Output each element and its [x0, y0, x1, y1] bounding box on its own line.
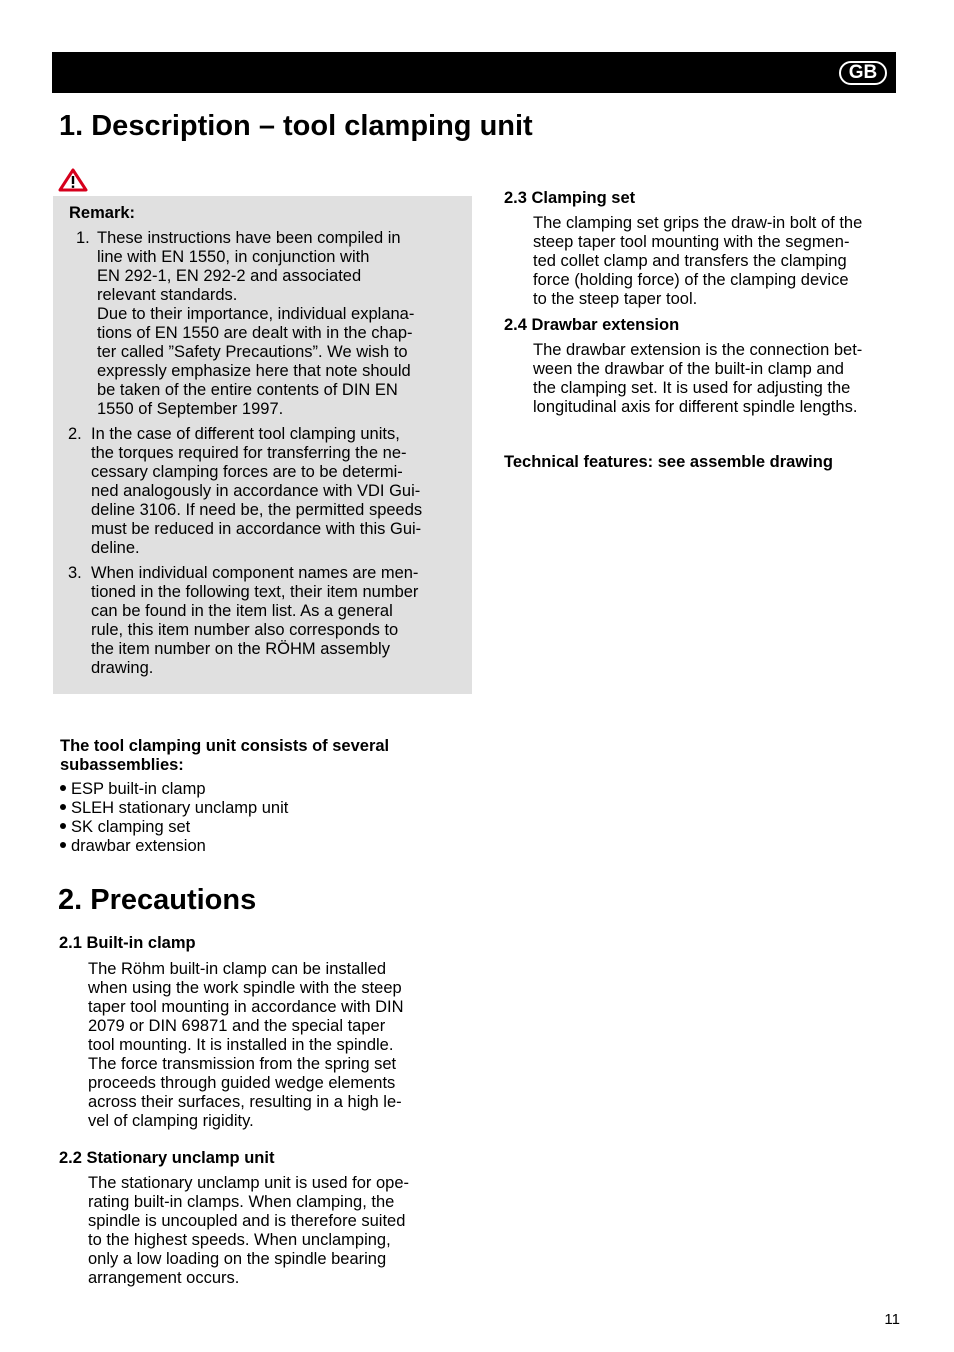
bullet-icon [60, 785, 66, 791]
subsection-2-1-text: The Röhm built-in clamp can be installed when using the work spindle with the steep taper tool mounting in accordance with DIN 2079 or DIN 69871 and the special taper tool mounting. It is installed in the spindle. The force transmission from the spring set proceeds through guided wedge elements across their surfaces, resulting in a high le- vel of clamping rigidity. [88, 960, 404, 1130]
warning-triangle-icon [58, 168, 88, 192]
language-badge: GB [839, 61, 887, 85]
section-1-title: 1. Description – tool clamping unit [59, 110, 533, 142]
technical-features-note: Technical features: see assemble drawing [504, 453, 833, 471]
subassemblies-list [58, 780, 288, 856]
subsection-2-4-heading: 2.4 Drawbar extension [504, 316, 680, 334]
subassemblies-heading: The tool clamping unit consists of several subassemblies: [60, 737, 390, 774]
subsection-2-3-text: The clamping set grips the draw-in bolt of the steep taper tool mounting with the segmen- ted collet clamp and transfers the clamping force (holding force) of the clamping device to the steep taper tool. [533, 214, 863, 308]
subsection-2-4-text: The drawbar extension is the connection bet- ween the drawbar of the built-in clamp and the clamping set. It is used for adjusting the longitudinal axis for different spindle lengths. [533, 341, 863, 416]
bullet-icon [60, 804, 66, 810]
list-item: ESP built-in clamp [58, 780, 288, 799]
subsection-2-2-heading: 2.2 Stationary unclamp unit [59, 1149, 275, 1167]
subsection-2-2-text: The stationary unclamp unit is used for ope- rating built-in clamps. When clamping, the spindle is uncoupled and is therefore suited to the highest speeds. When unclamping, only a low loading on the spindle bearing arrangement occurs. [88, 1174, 410, 1287]
remark-item-2-text: In the case of different tool clamping units, the torques required for transferring the ne- cessary clamping forces are to be determi- ned analogously in accordance with VDI Gui- deline 3106. If need be, the permitted speeds must be reduced in accordance with this Gui- deline. [91, 425, 423, 557]
list-item: SK clamping set [58, 818, 288, 837]
remark-item-3-text: When individual component names are men- tioned in the following text, their item number can be found in the item list. As a general rule, this item number also corresponds to the item number on the RÖHM assembly drawing. [91, 564, 419, 677]
remark-item-2-number: 2. [68, 425, 82, 443]
bullet-icon [60, 823, 66, 829]
page-number: 11 [884, 1311, 900, 1328]
remark-item-1-number: 1. [76, 229, 90, 247]
list-item: drawbar extension [58, 837, 288, 856]
bullet-icon [60, 842, 66, 848]
section-2-title: 2. Precautions [58, 884, 257, 916]
remark-item-3-number: 3. [68, 564, 82, 582]
subsection-2-3-heading: 2.3 Clamping set [504, 189, 636, 207]
remark-item-1-text: These instructions have been compiled in line with EN 1550, in conjunction with EN 292-1, EN 292-2 and associated relevant standards. Due to their importance, individual explana- tions of EN 1550 are dealt with in the chap- ter called ”Safety Precautions”. We wish to expressly emphasize here that note should be taken of the entire contents of DIN EN 1550 of September 1997. [97, 229, 415, 418]
list-item: SLEH stationary unclamp unit [58, 799, 288, 818]
subsection-2-1-heading: 2.1 Built-in clamp [59, 934, 196, 952]
remark-label: Remark: [69, 204, 136, 222]
header-bar [52, 52, 896, 93]
